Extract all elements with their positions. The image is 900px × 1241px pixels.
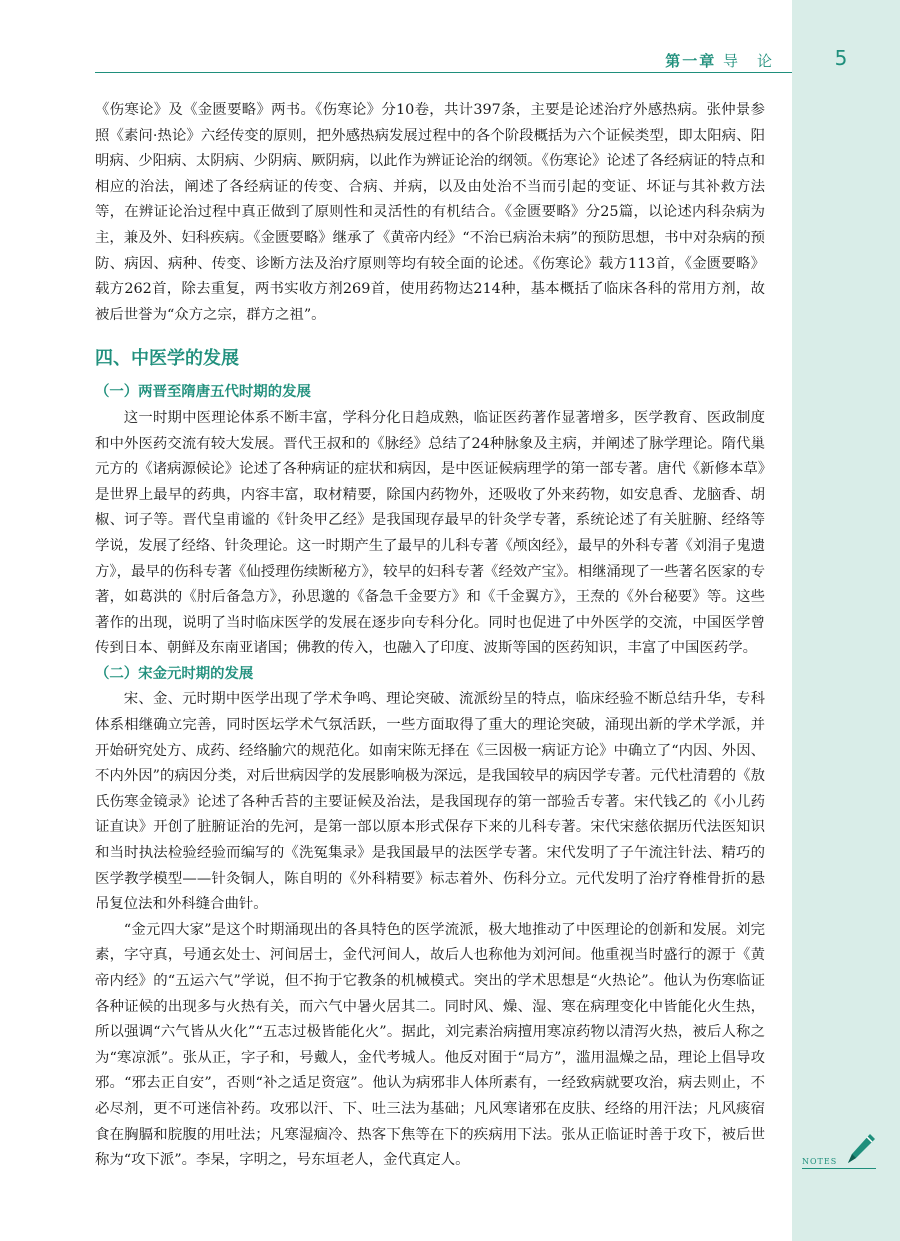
header-rule (95, 72, 792, 73)
running-title (665, 50, 774, 71)
notes-line (802, 1168, 876, 1169)
body-paragraph: 《伤寒论》及《金匮要略》两书。《伤寒论》分10卷，共计397条，主要是论述治疗外感热病。张仲景参照《素问·热论》六经传变的原则，把外感热病发展过程中的各个阶段概括为六个证候类型，即太阳病、阳明病、少阳病、太阴病、少阴病、厥阴病，以此作为辨证论治的纲领。《伤寒论》论述了各经病证的特点和相应的治法，阐述了各经病证的传变、合病、并病，以及由处治不当而引起的变证、坏证与其补救方法等，在辨证论治过程中真正做到了原则性和灵活性的有机结合。《金匮要略》分25篇，以论述内科杂病为主，兼及外、妇科疾病。《金匮要略》继承了《黄帝内经》“不治已病治未病”的预防思想，书中对杂病的预防、病因、病种、传变、诊断方法及治疗原则等均有较全面的论述。《伤寒论》载方113首，《金匮要略》载方262首，除去重复，两书实收方剂269首，使用药物达214种，基本概括了临床各科的常用方剂，故被后世誉为“众方之宗，群方之祖”。 (95, 102, 765, 323)
chapter-section: 导 论 (722, 52, 774, 70)
subsection-heading: （一）两晋至隋唐五代时期的发展 (95, 384, 311, 401)
page-header (95, 44, 792, 74)
notes-label: NOTES (802, 1157, 838, 1166)
pen-icon (842, 1130, 878, 1166)
body-paragraph: 这一时期中医理论体系不断丰富，学科分化日趋成熟，临证医药著作显著增多，医学教育、医政制度和中外医药交流有较大发展。晋代王叔和的《脉经》总结了24种脉象及主病，并阐述了脉学理论。隋代巢元方的《诸病源候论》论述了各种病证的症状和病因，是中医证候病理学的第一部专著。唐代《新修本草》是世界上最早的药典，内容丰富，取材精要，除国内药物外，还吸收了外来药物，如安息香、龙脑香、胡椒、诃子等。晋代皇甫谧的《针灸甲乙经》是我国现存最早的针灸学专著，系统论述了有关脏腑、经络等学说，发展了经络、针灸理论。这一时期产生了最早的儿科专著《颅囟经》，最早的外科专著《刘涓子鬼遗方》，最早的伤科专著《仙授理伤续断秘方》，较早的妇科专著《经效产宝》。相继涌现了一些著名医家的专著，如葛洪的《肘后备急方》，孙思邈的《备急千金要方》和《千金翼方》，王焘的《外台秘要》等。这些著作的出现，说明了当时临床医学的发展在逐步向专科分化。同时也促进了中外医学的交流，中国医学曾传到日本、朝鲜及东南亚诸国；佛教的传入，也融入了印度、波斯等国的医药知识，丰富了中国医药学。 (95, 409, 765, 657)
body-paragraph: 宋、金、元时期中医学出现了学术争鸣、理论突破、流派纷呈的特点，临床经验不断总结升华，专科体系相继确立完善，同时医坛学术气氛活跃，一些方面取得了重大的理论突破，涌现出新的学术学派，并开始研究处方、成药、经络腧穴的规范化。如南宋陈无择在《三因极一病证方论》中确立了“内因、外因、不内外因”的病因分类，对后世病因学的发展影响极为深远，是我国较早的病因学专著。元代杜清碧的《敖氏伤寒金镜录》论述了各种舌苔的主要证候及治法，是我国现存的第一部验舌专著。宋代钱乙的《小儿药证直诀》开创了脏腑证治的先河，是第一部以原本形式保存下来的儿科专著。宋代宋慈依据历代法医知识和当时执法检验经验而编写的《洗冤集录》是我国最早的法医学专著。宋代发明了子午流注针法、精巧的医学教学模型——针灸铜人，陈自明的《外科精要》标志着外、伤科分立。元代发明了治疗脊椎骨折的悬吊复位法和外科缝合曲针。 (95, 691, 765, 913)
notes-margin-strip (792, 0, 900, 1241)
notes-marker (802, 1130, 882, 1175)
body-paragraph: “金元四大家”是这个时期涌现出的各具特色的医学流派，极大地推动了中医理论的创新和发展。刘完素，字守真，号通玄处士、河间居士，金代河间人，故后人也称他为刘河间。他重视当时盛行的源于《黄帝内经》的“五运六气”学说，但不拘于它教条的机械模式。突出的学术思想是“火热论”。他认为伤寒临证各种证候的出现多与火热有关，而六气中暑火居其二。同时风、燥、湿、寒在病理变化中皆能化火生热，所以强调“六气皆从火化”“五志过极皆能化火”。据此，刘完素治病擅用寒凉药物以清泻火热，被后人称之为“寒凉派”。张从正，字子和，号戴人，金代考城人。他反对囿于“局方”，滥用温燥之品，理论上倡导攻邪。“邪去正自安”，否则“补之适足资寇”。他认为病邪非人体所素有，一经致病就要攻治，病去则止，不必尽剂，更不可迷信补药。攻邪以汗、下、吐三法为基础；凡风寒诸邪在皮肤、经络的用汗法；凡风痰宿食在胸膈和脘腹的用吐法；凡寒湿痼冷、热客下焦等在下的疾病用下法。张从正临证时善于攻下，被后世称为“攻下派”。李杲，字明之，号东垣老人，金代真定人。 (95, 921, 765, 1169)
section-heading: 四、中医学的发展 (95, 348, 239, 370)
chapter-label: 第一章 (665, 52, 717, 70)
page-number: 5 (834, 46, 848, 70)
subsection-heading: （二）宋金元时期的发展 (95, 665, 254, 682)
page-body (95, 98, 765, 1174)
